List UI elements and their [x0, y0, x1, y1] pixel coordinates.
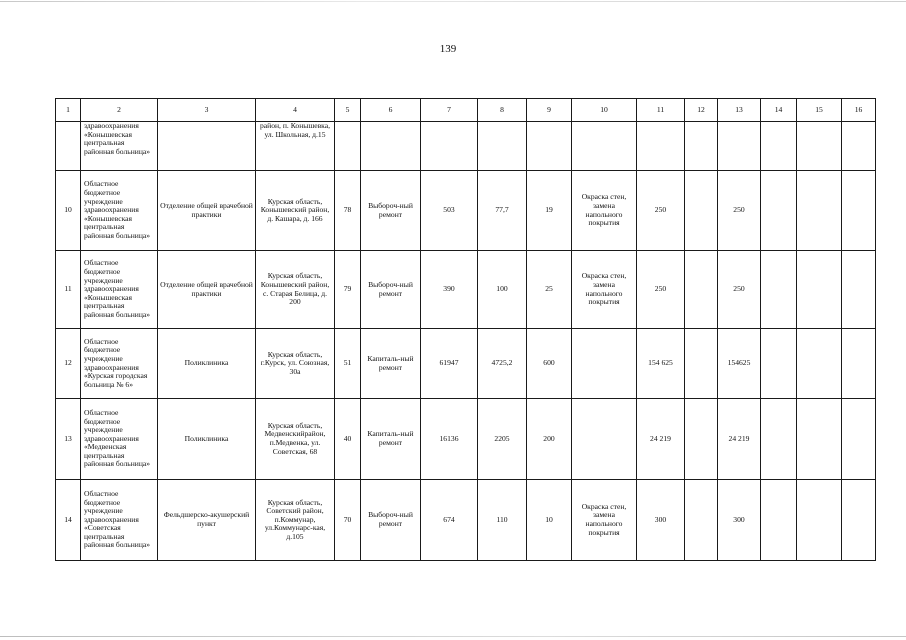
cell-col9: 200 [527, 399, 572, 480]
column-header: 11 [637, 99, 685, 122]
cell-col12 [685, 329, 718, 399]
cell-facility: Отделение общей врачебной практики [158, 251, 256, 329]
cell-col16 [842, 399, 876, 480]
cell-facility: Поликлиника [158, 399, 256, 480]
cell-col8: 2205 [478, 399, 527, 480]
cell-address: Курская область, г.Курск, ул. Союзная, 30а [256, 329, 335, 399]
cell-col14 [761, 251, 797, 329]
column-header: 14 [761, 99, 797, 122]
cell-col13: 250 [718, 251, 761, 329]
column-header: 15 [797, 99, 842, 122]
cell-organization: здравоохранения «Конышевская центральная районная больница» [81, 122, 158, 171]
cell-col16 [842, 171, 876, 251]
repair-objects-table [55, 98, 876, 561]
cell-col15 [797, 251, 842, 329]
cell-col11 [637, 122, 685, 171]
cell-number: 12 [56, 329, 81, 399]
cell-works [572, 122, 637, 171]
cell-col7: 16136 [421, 399, 478, 480]
cell-facility: Отделение общей врачебной практики [158, 171, 256, 251]
column-header: 1 [56, 99, 81, 122]
cell-works [572, 329, 637, 399]
cell-col7: 390 [421, 251, 478, 329]
cell-col5: 70 [335, 480, 361, 561]
cell-repair-type: Капиталь-ный ремонт [361, 329, 421, 399]
column-header: 3 [158, 99, 256, 122]
cell-facility: Поликлиника [158, 329, 256, 399]
cell-organization: Областное бюджетное учреждение здравоохранения «Конышевская центральная районная больница» [81, 171, 158, 251]
cell-works [572, 399, 637, 480]
cell-col5: 78 [335, 171, 361, 251]
cell-col16 [842, 480, 876, 561]
cell-address: Курская область, Медвенскийрайон, п.Медвенка, ул. Советская, 68 [256, 399, 335, 480]
cell-col9: 10 [527, 480, 572, 561]
column-header: 6 [361, 99, 421, 122]
cell-repair-type: Капиталь-ный ремонт [361, 399, 421, 480]
column-header: 16 [842, 99, 876, 122]
cell-col7: 503 [421, 171, 478, 251]
cell-col14 [761, 122, 797, 171]
cell-works: Окраска стен, замена напольного покрытия [572, 251, 637, 329]
cell-col5: 51 [335, 329, 361, 399]
cell-repair-type: Выбороч-ный ремонт [361, 251, 421, 329]
cell-col9: 25 [527, 251, 572, 329]
column-header: 8 [478, 99, 527, 122]
cell-address: Курская область, Конышевский район, с. Старая Белица, д. 200 [256, 251, 335, 329]
table-row [56, 171, 876, 251]
cell-organization: Областное бюджетное учреждение здравоохранения «Советская центральная районная больница» [81, 480, 158, 561]
cell-col11: 250 [637, 171, 685, 251]
cell-col5: 79 [335, 251, 361, 329]
table-row [56, 329, 876, 399]
cell-col7 [421, 122, 478, 171]
cell-col8: 4725,2 [478, 329, 527, 399]
cell-works: Окраска стен, замена напольного покрытия [572, 171, 637, 251]
cell-number [56, 122, 81, 171]
table-row [56, 399, 876, 480]
cell-col16 [842, 329, 876, 399]
cell-address: Курская область, Конышевский район, д. Кашара, д. 166 [256, 171, 335, 251]
cell-col12 [685, 251, 718, 329]
table-row [56, 122, 876, 171]
column-header: 4 [256, 99, 335, 122]
cell-col14 [761, 480, 797, 561]
cell-facility [158, 122, 256, 171]
cell-col15 [797, 171, 842, 251]
cell-col8: 110 [478, 480, 527, 561]
cell-col11: 154 625 [637, 329, 685, 399]
cell-col9: 19 [527, 171, 572, 251]
table-row [56, 480, 876, 561]
cell-col11: 250 [637, 251, 685, 329]
cell-col14 [761, 329, 797, 399]
cell-address: Курская область, Советский район, п.Коммунар, ул.Коммунарс-кая, д.105 [256, 480, 335, 561]
cell-col8: 77,7 [478, 171, 527, 251]
cell-col16 [842, 251, 876, 329]
cell-col14 [761, 171, 797, 251]
cell-organization: Областное бюджетное учреждение здравоохранения «Конышевская центральная районная больница» [81, 251, 158, 329]
cell-works: Окраска стен, замена напольного покрытия [572, 480, 637, 561]
column-header: 7 [421, 99, 478, 122]
scan-edge-top [0, 1, 906, 2]
cell-organization: Областное бюджетное учреждение здравоохранения «Медвенская центральная районная больница» [81, 399, 158, 480]
cell-col9 [527, 122, 572, 171]
cell-number: 13 [56, 399, 81, 480]
cell-col5: 40 [335, 399, 361, 480]
table-row [56, 251, 876, 329]
cell-col16 [842, 122, 876, 171]
cell-col5 [335, 122, 361, 171]
cell-repair-type [361, 122, 421, 171]
cell-col9: 600 [527, 329, 572, 399]
cell-col13: 154625 [718, 329, 761, 399]
column-header: 9 [527, 99, 572, 122]
cell-col7: 61947 [421, 329, 478, 399]
column-header: 12 [685, 99, 718, 122]
cell-col13: 300 [718, 480, 761, 561]
cell-col8: 100 [478, 251, 527, 329]
cell-col13: 24 219 [718, 399, 761, 480]
cell-number: 11 [56, 251, 81, 329]
cell-number: 10 [56, 171, 81, 251]
column-header: 13 [718, 99, 761, 122]
column-header: 2 [81, 99, 158, 122]
cell-col12 [685, 480, 718, 561]
page-number: 139 [439, 43, 457, 55]
cell-col13: 250 [718, 171, 761, 251]
cell-col7: 674 [421, 480, 478, 561]
cell-col8 [478, 122, 527, 171]
cell-col14 [761, 399, 797, 480]
cell-col15 [797, 480, 842, 561]
cell-col12 [685, 122, 718, 171]
cell-organization: Областное бюджетное учреждение здравоохранения «Курская городская больница № 6» [81, 329, 158, 399]
cell-address: район, п. Конышевка, ул. Школьная, д.15 [256, 122, 335, 171]
cell-col12 [685, 399, 718, 480]
cell-col15 [797, 122, 842, 171]
cell-col15 [797, 399, 842, 480]
cell-col13 [718, 122, 761, 171]
cell-col11: 300 [637, 480, 685, 561]
column-number-row [56, 99, 876, 122]
cell-col12 [685, 171, 718, 251]
cell-facility: Фельдшерско-акушерский пункт [158, 480, 256, 561]
cell-col15 [797, 329, 842, 399]
column-header: 5 [335, 99, 361, 122]
cell-repair-type: Выбороч-ный ремонт [361, 480, 421, 561]
column-header: 10 [572, 99, 637, 122]
cell-repair-type: Выбороч-ный ремонт [361, 171, 421, 251]
cell-number: 14 [56, 480, 81, 561]
scan-edge-bottom [0, 636, 906, 637]
cell-col11: 24 219 [637, 399, 685, 480]
